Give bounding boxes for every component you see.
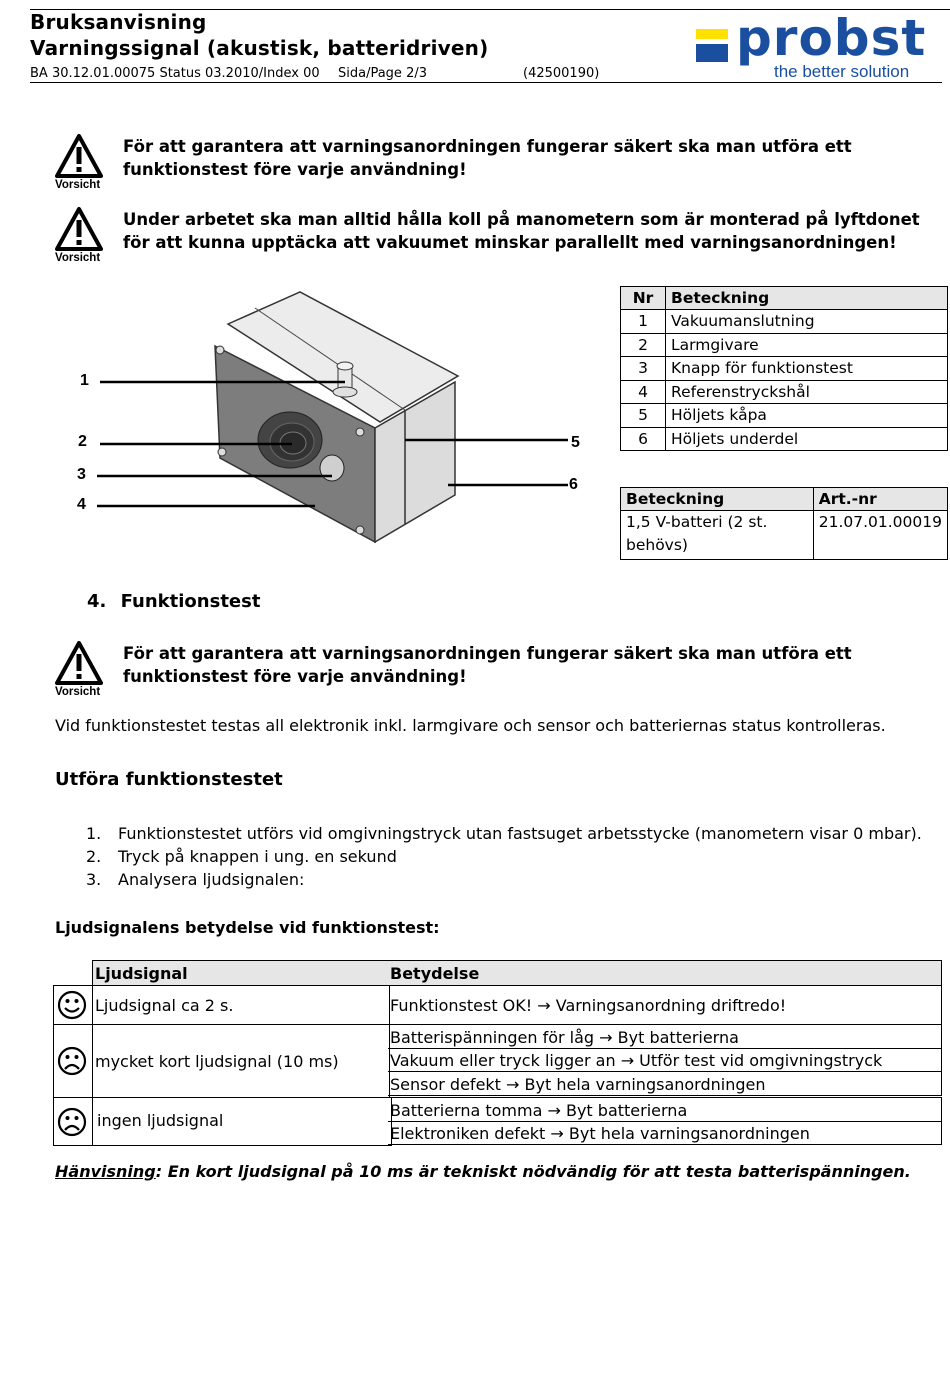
page-number: Sida/Page 2/3	[338, 66, 427, 81]
step-number: 2.	[86, 847, 102, 866]
column-header: Ljudsignal	[92, 960, 392, 986]
spare-parts-table	[620, 487, 948, 560]
steps-list	[86, 822, 922, 891]
table-row	[621, 511, 948, 560]
smiley-sad-icon	[55, 1104, 91, 1140]
table-cell: Knapp för funktionstest	[666, 357, 948, 381]
table-cell: Höljets kåpa	[666, 404, 948, 428]
step-text: Funktionstestet utförs vid omgivningstryck utan fastsuget arbetsstycke (manometern visar 0 mbar).	[118, 824, 922, 843]
document-subtitle: Varningssignal (akustisk, batteridriven)	[30, 36, 489, 60]
table-header-row	[621, 488, 948, 511]
table-heading: Ljudsignalens betydelse vid funktionstest:	[55, 918, 440, 937]
table-row	[53, 1097, 92, 1146]
table-cell: 6	[621, 427, 666, 451]
meaning-cell: Batterispänningen för låg → Byt batterierna	[388, 1024, 942, 1049]
meaning-cell: Sensor defekt → Byt hela varningsanordningen	[388, 1072, 942, 1096]
list-item	[86, 845, 922, 868]
column-header: Beteckning	[666, 287, 948, 310]
table-cell: 4	[621, 380, 666, 404]
callout-label: 1	[80, 372, 89, 389]
logo-blue-block	[696, 44, 728, 62]
meaning-cell: Funktionstest OK! → Varningsanordning driftredo!	[388, 985, 942, 1025]
table-cell: 1,5 V-batteri (2 st. behövs)	[621, 511, 814, 560]
callout-label: 2	[78, 433, 87, 450]
callout-label: 3	[77, 466, 86, 483]
step-number: 3.	[86, 870, 102, 889]
signal-cell: ingen ljudsignal	[92, 1097, 392, 1146]
table-row	[53, 1024, 92, 1098]
table-row	[621, 380, 948, 404]
table-cell: Referenstryckshål	[666, 380, 948, 404]
logo-tagline: the better solution	[774, 62, 910, 81]
column-header: Beteckning	[621, 488, 814, 511]
callout-label: 6	[569, 476, 578, 493]
table-cell: 5	[621, 404, 666, 428]
logo-yellow-bar-top	[696, 29, 728, 39]
section-intro: Vid funktionstestet testas all elektronik inkl. larmgivare och sensor och batteriernas status kontrolleras.	[55, 716, 886, 735]
parts-table	[620, 286, 948, 451]
step-text: Tryck på knappen i ung. en sekund	[118, 847, 397, 866]
table-cell: 2	[621, 333, 666, 357]
step-number: 1.	[86, 824, 102, 843]
section-heading	[87, 591, 260, 612]
device-illustration	[60, 280, 600, 560]
note-text: : En kort ljudsignal på 10 ms är tekniskt nödvändig för att testa batterispänningen.	[155, 1162, 911, 1181]
warning-label: Vorsicht	[55, 686, 101, 698]
warning-label: Vorsicht	[55, 252, 101, 264]
table-header-row	[621, 287, 948, 310]
warning-text: Under arbetet ska man alltid hålla koll på manometern som är monterad på lyftdonet för att kunna upptäcka att vakuumet minskar parallellt med varningsanordningen!	[123, 210, 920, 252]
table-cell: 21.07.01.00019	[813, 511, 947, 560]
warning-block-1	[55, 134, 105, 191]
meaning-cell: Vakuum eller tryck ligger an → Utför test vid omgivningstryck	[388, 1048, 942, 1072]
table-row	[53, 985, 92, 1025]
column-header: Nr	[621, 287, 666, 310]
table-cell: 1	[621, 310, 666, 334]
table-row	[621, 427, 948, 451]
list-item	[86, 822, 922, 845]
document-title: Bruksanvisning	[30, 10, 207, 34]
logo-wordmark: probst	[736, 9, 927, 67]
doc-number: BA 30.12.01.00075 Status 03.2010/Index 00	[30, 66, 320, 81]
column-header: Art.-nr	[813, 488, 947, 511]
warning-triangle-icon	[55, 641, 103, 685]
table-cell: Höljets underdel	[666, 427, 948, 451]
warning-block-2	[55, 207, 105, 264]
table-cell: 3	[621, 357, 666, 381]
table-row	[621, 357, 948, 381]
table-row	[621, 333, 948, 357]
smiley-sad-icon	[55, 1043, 91, 1079]
meaning-cell: Batterierna tomma → Byt batterierna	[388, 1097, 942, 1122]
step-text: Analysera ljudsignalen:	[118, 870, 305, 889]
section-title: Funktionstest	[120, 591, 261, 612]
table-row	[621, 310, 948, 334]
note	[55, 1162, 911, 1181]
subheading: Utföra funktionstestet	[55, 769, 283, 790]
table-cell: Larmgivare	[666, 333, 948, 357]
warning-block-3	[55, 641, 105, 698]
callout-label: 5	[571, 434, 580, 451]
column-header: Betydelse	[388, 960, 942, 986]
section-number: 4.	[87, 591, 107, 612]
warning-text: För att garantera att varningsanordningen fungerar säkert ska man utföra ett funktionstest före varje användning!	[123, 644, 852, 686]
table-cell: Vakuumanslutning	[666, 310, 948, 334]
callout-label: 4	[77, 496, 86, 513]
meaning-cell: Elektroniken defekt → Byt hela varningsanordningen	[388, 1121, 942, 1145]
function-test-table	[53, 960, 943, 1146]
warning-triangle-icon	[55, 207, 103, 251]
warning-text: För att garantera att varningsanordningen fungerar säkert ska man utföra ett funktionstest före varje användning!	[123, 137, 852, 179]
warning-triangle-icon	[55, 134, 103, 178]
note-label: Hänvisning	[55, 1162, 156, 1181]
signal-cell: mycket kort ljudsignal (10 ms)	[92, 1024, 390, 1098]
signal-cell: Ljudsignal ca 2 s.	[92, 985, 390, 1025]
article-number: (42500190)	[523, 66, 600, 81]
probst-logo	[696, 9, 936, 84]
warning-label: Vorsicht	[55, 179, 101, 191]
smiley-happy-icon	[55, 987, 91, 1023]
list-item	[86, 868, 922, 891]
table-row	[621, 404, 948, 428]
